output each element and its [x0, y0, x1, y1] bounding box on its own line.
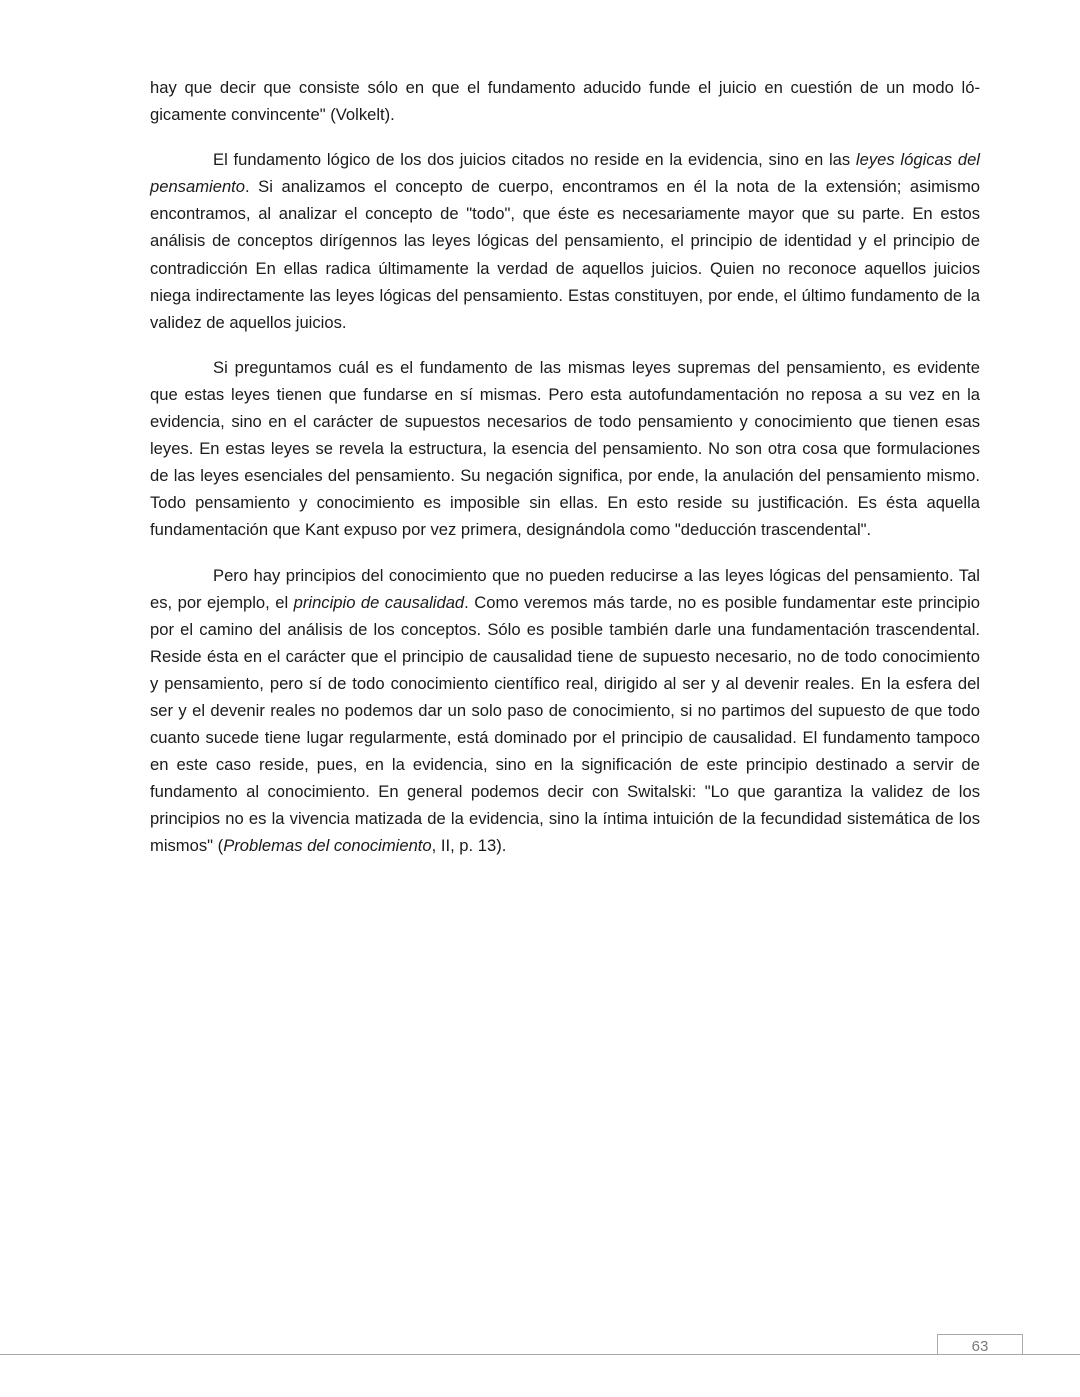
paragraph-text: Si preguntamos cuál es el fundamento de las mismas leyes supremas del pensamiento, es evidente que estas leyes tienen que fundarse en sí mismas. Pero esta autofundamentación no reposa a su vez en la evidencia, sino en el carácter de supuestos necesarios de todo pensamiento y conocimiento que tienen esas leyes. En estas leyes se revela la estructura, la esencia del pensamiento. No son otra cosa que formulaciones de las leyes esenciales del pensamiento. Su negación significa, por ende, la anulación del pensamiento mismo. Todo pensamiento y conocimiento es imposible sin ellas. En esto reside su justificación. Es ésta aquella fundamentación que Kant expuso por vez primera, designándola como "deducción trascendental".: [150, 357, 980, 540]
paragraph-text: El fundamento lógico de los dos juicios citados no reside en la evidencia, sino en las: [213, 150, 856, 170]
paragraph-text: , II, p. 13).: [431, 836, 507, 856]
paragraph-continuation: [150, 74, 980, 128]
paragraph-causality: [150, 562, 980, 860]
footer-rule: [0, 1354, 1080, 1355]
paragraph-supreme-laws: [150, 354, 980, 544]
paragraph-text: . Si analizamos el concepto de cuerpo, encontramos en él la nota de la extensión; asimismo encontramos, al analizar el concepto de "todo", que éste es necesariamente mayor que su parte. En estos análisis de conceptos dirígennos las leyes lógicas del pensamiento, el principio de identidad y el principio de contradicción En ellas radica últimamente la verdad de aquellos juicios. Quien no reconoce aquellos juicios niega indirectamente las leyes lógicas del pensamiento. Estas constituyen, por ende, el último fundamento de la validez de aquellos juicios.: [150, 177, 980, 332]
italic-book-title: Problemas del conocimiento: [223, 836, 432, 856]
italic-term: principio de causalidad: [293, 592, 465, 612]
paragraph-logical-foundation: [150, 146, 980, 336]
paragraph-text: . Como veremos más tarde, no es posible fundamentar este principio por el camino del análisis de los conceptos. Sólo es posible también darle una fundamentación trascendental. Reside ésta en el carácter que el principio de causalidad tiene de supuesto necesario, no de todo conocimiento y pensamiento, pero sí de todo conocimiento científico real, dirigido al ser y al devenir reales. En la esfera del ser y el devenir reales no podemos dar un solo paso de conocimiento, si no partimos del supuesto de que todo cuanto sucede tiene lugar regularmente, está dominado por el principio de causalidad. El fundamento tampoco en este caso reside, pues, en la evidencia, sino en la significación de este principio destinado a servir de fundamento al conocimiento. En general podemos decir con Switalski: "Lo que garantiza la validez de los principios no es la vivencia matizada de la evidencia, sino la íntima intuición de la fecundidad sistemática de los mismos" (: [150, 592, 980, 856]
page-number-tab: [937, 1334, 1023, 1354]
paragraph-text: hay que decir que consiste sólo en que el fundamento aducido funde el juicio en cuestión de un modo lógicamente convincente" (Volkelt).: [150, 78, 980, 125]
paragraph-text: Pero hay principios del conocimiento que no pueden reducirse a las leyes lógicas del pensamiento. Tal es, por ejemplo, el: [150, 565, 980, 612]
page-number: 63: [971, 1338, 989, 1355]
page-body: [150, 74, 980, 878]
italic-term: leyes lógicas del pensamiento: [150, 150, 980, 197]
